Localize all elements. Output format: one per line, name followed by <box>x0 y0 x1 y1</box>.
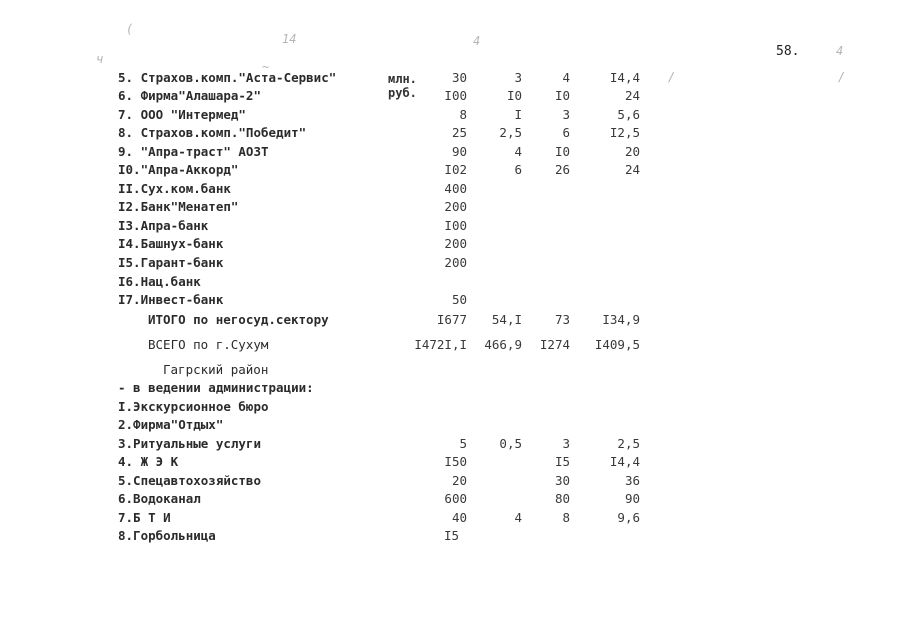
section-subheading-row <box>0 380 905 398</box>
cell-col3: I5 <box>554 454 570 469</box>
cell-col2: I <box>514 107 522 122</box>
cell-col1: 30 <box>451 70 467 85</box>
cell-col3: I0 <box>554 144 570 159</box>
cell-col3: I274 <box>539 337 570 352</box>
total-label: ИТОГО по негосуд.сектору <box>148 312 329 327</box>
row-label: 5.Спецавтохозяйство <box>118 473 261 488</box>
table-row <box>0 274 905 292</box>
cell-col3: 6 <box>562 125 570 140</box>
table-row <box>0 70 905 88</box>
margin-mark: ( <box>126 22 134 36</box>
cell-col2: 54,I <box>491 312 522 327</box>
cell-col3: 8 <box>562 510 570 525</box>
cell-col4: 24 <box>624 162 640 177</box>
unit-line-2: руб. <box>388 86 417 100</box>
cell-col4: 90 <box>624 491 640 506</box>
table-row <box>0 528 905 546</box>
row-label: 7.Б Т И <box>118 510 171 525</box>
cell-col3: 3 <box>562 436 570 451</box>
table-row <box>0 218 905 236</box>
margin-mark: / <box>838 70 846 84</box>
cell-col1: 20 <box>451 473 467 488</box>
margin-mark: ~ <box>262 60 270 74</box>
cell-col3: 26 <box>554 162 570 177</box>
table-row <box>0 181 905 199</box>
row-label: 7. ООО "Интермед" <box>118 107 246 122</box>
cell-col3: I0 <box>554 88 570 103</box>
section-title: Гагрский район <box>163 362 269 377</box>
cell-col2: 2,5 <box>499 125 522 140</box>
cell-col4: 9,6 <box>617 510 640 525</box>
row-label: 2.Фирма"Отдых" <box>118 417 224 432</box>
cell-col3: 30 <box>554 473 570 488</box>
cell-col1: 25 <box>451 125 467 140</box>
cell-col2: 4 <box>514 144 522 159</box>
row-label: 9. "Апра-траст" АОЗТ <box>118 144 269 159</box>
section-heading-row <box>0 362 905 380</box>
cell-col3: 4 <box>562 70 570 85</box>
cell-col1: 400 <box>444 181 467 196</box>
margin-mark: 14 <box>282 32 297 46</box>
cell-col4: I2,5 <box>609 125 640 140</box>
cell-col2: 6 <box>514 162 522 177</box>
cell-col1: 8 <box>459 107 467 122</box>
row-label: II.Сух.ком.банк <box>118 181 231 196</box>
margin-mark: 4 <box>473 34 481 48</box>
row-label: 4. Ж Э К <box>118 454 179 469</box>
table-row <box>0 399 905 417</box>
unit-line-1: млн. <box>388 72 417 86</box>
row-label: I5.Гарант-банк <box>118 255 224 270</box>
cell-col1: 5 <box>459 436 467 451</box>
cell-col1: I02 <box>444 162 467 177</box>
cell-col4: 24 <box>624 88 640 103</box>
cell-col1: I472I,I <box>414 337 467 352</box>
table-row <box>0 454 905 472</box>
cell-col1: I677 <box>436 312 467 327</box>
row-label: I3.Апра-банк <box>118 218 209 233</box>
cell-col4: I34,9 <box>602 312 640 327</box>
row-label: I7.Инвест-банк <box>118 292 224 307</box>
cell-col2: 466,9 <box>484 337 522 352</box>
row-label: 5. Страхов.комп."Аста-Сервис" <box>118 70 337 85</box>
cell-col1: I5 <box>443 528 459 543</box>
cell-col4: 36 <box>624 473 640 488</box>
cell-col1: I00 <box>444 218 467 233</box>
row-label: I0."Апра-Аккорд" <box>118 162 239 177</box>
row-label: I6.Нац.банк <box>118 274 201 289</box>
row-label: I4.Башнух-банк <box>118 236 224 251</box>
cell-col4: I4,4 <box>609 70 640 85</box>
row-label: 8. Страхов.комп."Победит" <box>118 125 307 140</box>
table-row <box>0 162 905 180</box>
cell-col3: 3 <box>562 107 570 122</box>
row-label: 3.Ритуальные услуги <box>118 436 261 451</box>
cell-col4: 5,6 <box>617 107 640 122</box>
table-row <box>0 107 905 125</box>
cell-col3: 80 <box>554 491 570 506</box>
cell-col1: 40 <box>451 510 467 525</box>
table-row <box>0 436 905 454</box>
row-label: I2.Банк"Менатеп" <box>118 199 239 214</box>
row-label: 8.Горбольница <box>118 528 216 543</box>
cell-col4: 20 <box>624 144 640 159</box>
cell-col4: I409,5 <box>594 337 640 352</box>
cell-col4: I4,4 <box>609 454 640 469</box>
total-label: ВСЕГО по г.Сухум <box>148 337 269 352</box>
table-row <box>0 417 905 435</box>
table-row <box>0 491 905 509</box>
cell-col4: 2,5 <box>617 436 640 451</box>
row-label: I.Экскурсионное бюро <box>118 399 269 414</box>
cell-col1: 200 <box>444 199 467 214</box>
margin-mark: / <box>668 70 676 84</box>
table-row <box>0 255 905 273</box>
cell-col1: 50 <box>451 292 467 307</box>
cell-col2: I0 <box>506 88 522 103</box>
cell-col1: 200 <box>444 255 467 270</box>
total-row-nongov <box>0 312 905 330</box>
total-row-city <box>0 337 905 355</box>
cell-col3: 73 <box>554 312 570 327</box>
table-row <box>0 125 905 143</box>
page-number: 58. <box>776 44 800 59</box>
margin-mark: 4 <box>836 44 844 58</box>
cell-col2: 4 <box>514 510 522 525</box>
table-row <box>0 510 905 528</box>
row-label: 6. Фирма"Алашара-2" <box>118 88 261 103</box>
table-row <box>0 144 905 162</box>
table-row <box>0 292 905 310</box>
row-label: 6.Водоканал <box>118 491 201 506</box>
cell-col2: 3 <box>514 70 522 85</box>
table-row <box>0 236 905 254</box>
cell-col1: I00 <box>444 88 467 103</box>
margin-mark: ч <box>96 52 104 66</box>
table-row <box>0 199 905 217</box>
table-row <box>0 88 905 106</box>
cell-col1: I50 <box>444 454 467 469</box>
table-row <box>0 473 905 491</box>
cell-col1: 90 <box>451 144 467 159</box>
cell-col1: 600 <box>444 491 467 506</box>
section-subtitle: - в ведении администрации: <box>118 380 314 395</box>
cell-col2: 0,5 <box>499 436 522 451</box>
cell-col1: 200 <box>444 236 467 251</box>
